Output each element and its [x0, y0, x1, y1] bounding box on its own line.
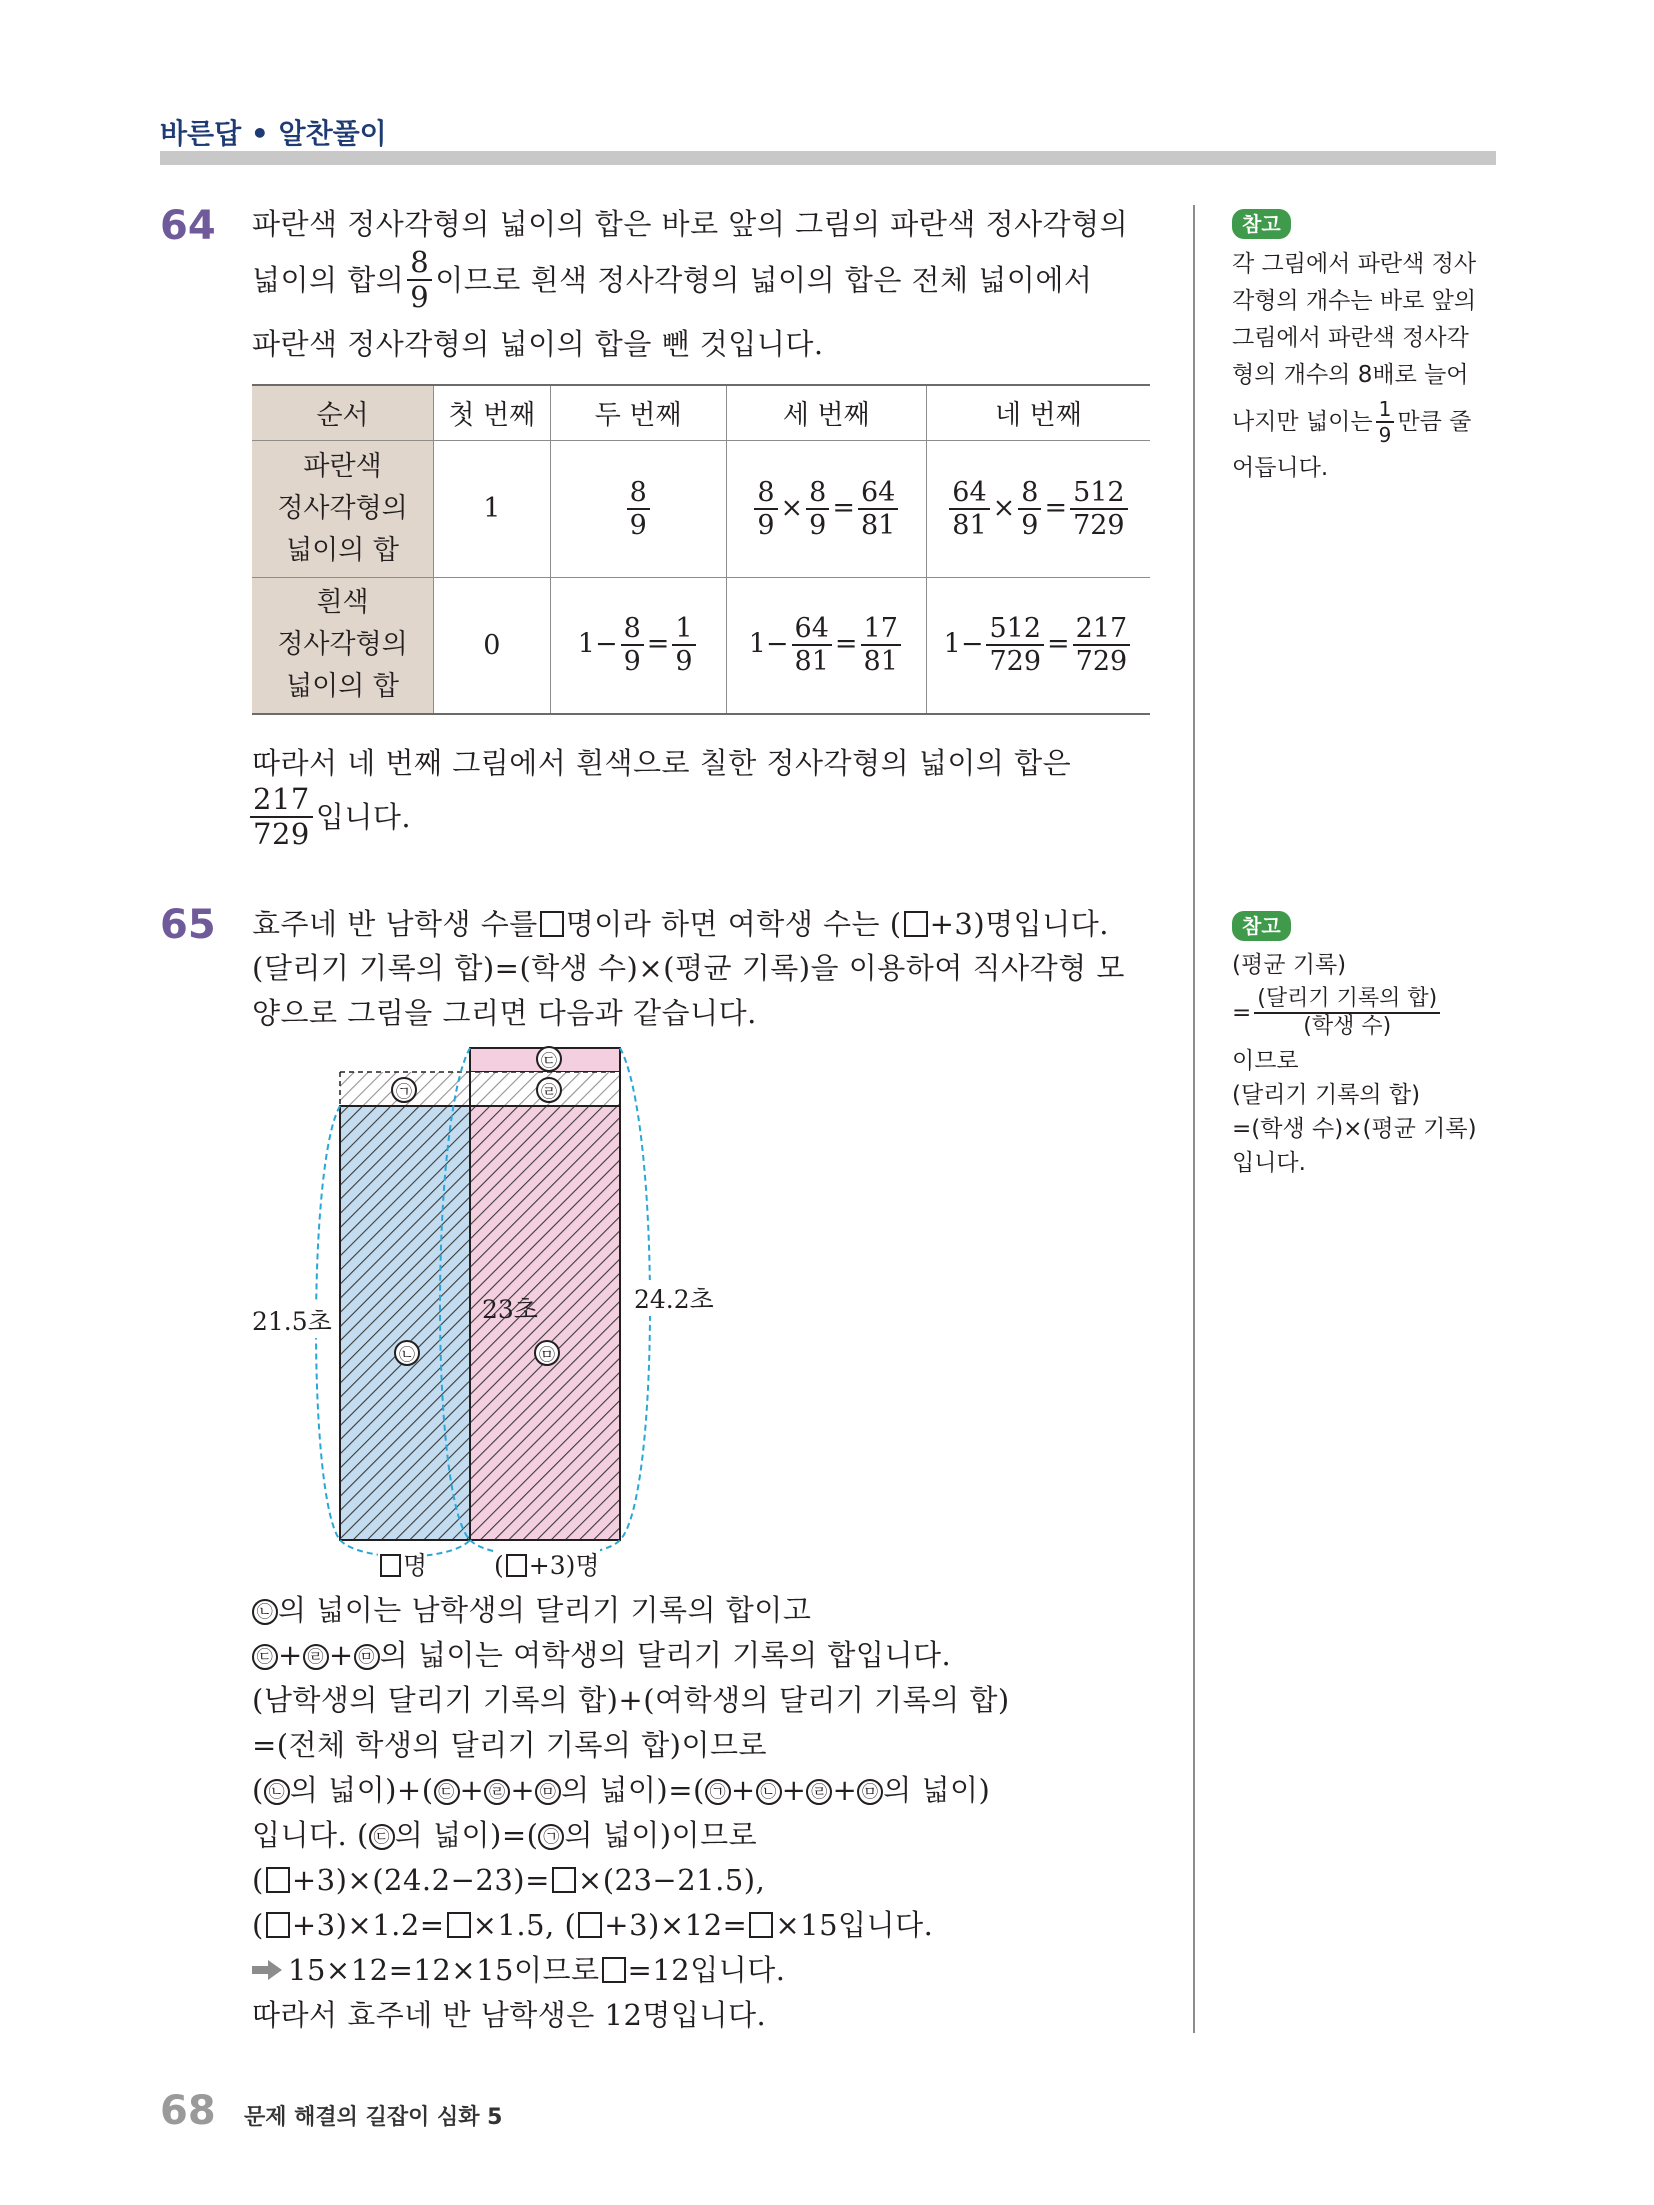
sol-line5: ( ㉡ 의 넓이)+( ㉢ + ㉣ + ㉤ 의 넓이)=( ㉠ + ㉡ + ㉣ + ㉤ 의 넓이) — [252, 1773, 991, 1807]
q64-fraction-8-9: $\frac{8}{9}$ — [407, 248, 432, 312]
q64-table — [252, 384, 1150, 715]
note64-body: 각 그림에서 파란색 정사 각형의 개수는 바로 앞의 그림에서 파란색 정사각 형의 개수의 8배로 늘어 나지만 넓이는 $\frac{1}{9}$ 만큼 줄 어듭니다. — [1232, 251, 1477, 481]
row-label-white: 흰색 정사각형의 넓이의 합 — [252, 577, 434, 714]
table-header-fourth: 네 번째 — [926, 385, 1150, 440]
q64-line2-a: 넓이의 합의 — [252, 263, 405, 297]
diagram-label-m: ㉤ — [534, 1340, 560, 1366]
header-rule — [160, 151, 1496, 165]
sol-line1: ㉡ 의 넓이는 남학생의 달리기 기록의 합이고 — [252, 1592, 811, 1628]
cell-white-1: 0 — [434, 577, 550, 714]
sol-line4: =(전체 학생의 달리기 기록의 합)이므로 — [252, 1728, 768, 1762]
table-header-third: 세 번째 — [726, 385, 926, 440]
diagram-label-l: ㉡ — [394, 1340, 420, 1366]
cell-white-2: 1− $\frac{8}{9}$ = $\frac{1}{9}$ — [550, 577, 726, 714]
sol-line9: 15×12=12×15이므로 =12입니다. — [252, 1952, 786, 1990]
sol-line6: 입니다. ( ㉢ 의 넓이)=( ㉠ 의 넓이)이므로 — [252, 1818, 758, 1852]
note64-badge: 참고 — [1232, 208, 1291, 237]
question-number-65: 65 — [160, 902, 216, 948]
q64-line2 — [252, 245, 1093, 314]
q64-line1: 파란색 정사각형의 넓이의 합은 바로 앞의 그림의 파란색 정사각형의 — [252, 207, 1129, 241]
note65-body: (평균 기록) = $\frac{\text{(달리기 기록의 합)}}{\text{(학생 수)}}$ 이므로 (달리기 기록의 합) =(학생 수)×(평균 기록) 입니다. — [1232, 952, 1477, 1176]
sol-line8: ( +3)×1.2= ×1.5, ( +3)×12= ×15입니다. — [252, 1908, 934, 1942]
blank-box — [904, 911, 928, 937]
page-number: 68 — [160, 2088, 216, 2134]
diagram-label-r: ㉣ — [536, 1077, 562, 1103]
diagram-label-21-5: 21.5초 — [252, 1302, 332, 1338]
book-title: 문제 해결의 길잡이 심화 5 — [244, 2105, 503, 2130]
q65-line2: (달리기 기록의 합)=(학생 수)×(평균 기록)을 이용하여 직사각형 모 — [252, 951, 1125, 985]
table-header-first: 첫 번째 — [434, 385, 550, 440]
q64-conclusion-line2: $\frac{217}{729}$ 입니다. — [250, 785, 411, 849]
top-band-hatch — [340, 1072, 620, 1106]
q64-line3: 파란색 정사각형의 넓이의 합을 뺀 것입니다. — [252, 327, 824, 361]
q65-line1: 효주네 반 남학생 수를 명이라 하면 여학생 수는 ( +3)명입니다. — [252, 907, 1109, 941]
diagram-label-girls: ( +3)명 — [494, 1546, 600, 1582]
q64-conclusion-line1: 따라서 네 번째 그림에서 흰색으로 칠한 정사각형의 넓이의 합은 — [252, 746, 1072, 780]
cell-white-4: 1− $\frac{512}{729}$ = $\frac{217}{729}$ — [926, 577, 1150, 714]
diagram-label-g: ㉠ — [391, 1077, 417, 1103]
sol-line3: (남학생의 달리기 기록의 합)+(여학생의 달리기 기록의 합) — [252, 1683, 1010, 1717]
diagram-label-24-2: 24.2초 — [634, 1280, 714, 1316]
question-number-64: 64 — [160, 203, 216, 249]
blank-box — [540, 911, 564, 937]
sol-line2: ㉢ + ㉣ + ㉤ 의 넓이는 여학생의 달리기 기록의 합입니다. — [252, 1637, 951, 1673]
sol-line7: ( +3)×(24.2−23)= ×(23−21.5), — [252, 1863, 766, 1897]
table-header-order: 순서 — [252, 385, 434, 440]
diagram-label-23: 23초 — [482, 1295, 538, 1324]
note65-badge: 참고 — [1232, 910, 1291, 939]
table-header-second: 두 번째 — [550, 385, 726, 440]
arrow-icon — [252, 1954, 282, 1990]
cell-blue-3: $\frac{8}{9}$ × $\frac{8}{9}$ = $\frac{64}{81}$ — [726, 440, 926, 577]
diagram-label-c: ㉢ — [536, 1046, 562, 1072]
column-divider — [1193, 205, 1195, 2033]
note65-fraction: $\frac{\text{(달리기 기록의 합)}}{\text{(학생 수)}}$ — [1254, 988, 1440, 1038]
header-title: 바른답 • 알찬풀이 — [160, 117, 387, 150]
sol-line10: 따라서 효주네 반 남학생은 12명입니다. — [252, 1998, 767, 2032]
q64-answer-fraction: $\frac{217}{729}$ — [250, 785, 313, 849]
cell-blue-4: $\frac{64}{81}$ × $\frac{8}{9}$ = $\frac{512}{729}$ — [926, 440, 1150, 577]
cell-blue-2: $\frac{8}{9}$ — [550, 440, 726, 577]
note64-fraction: $\frac{1}{9}$ — [1376, 399, 1395, 445]
q65-line3: 양으로 그림을 그리면 다음과 같습니다. — [252, 996, 757, 1030]
cell-blue-1: 1 — [434, 440, 550, 577]
cell-white-3: 1− $\frac{64}{81}$ = $\frac{17}{81}$ — [726, 577, 926, 714]
row-label-blue: 파란색 정사각형의 넓이의 합 — [252, 440, 434, 577]
q64-line2-b: 이므로 흰색 정사각형의 넓이의 합은 전체 넓이에서 — [435, 263, 1093, 297]
diagram-label-boys: 명 — [378, 1546, 427, 1582]
